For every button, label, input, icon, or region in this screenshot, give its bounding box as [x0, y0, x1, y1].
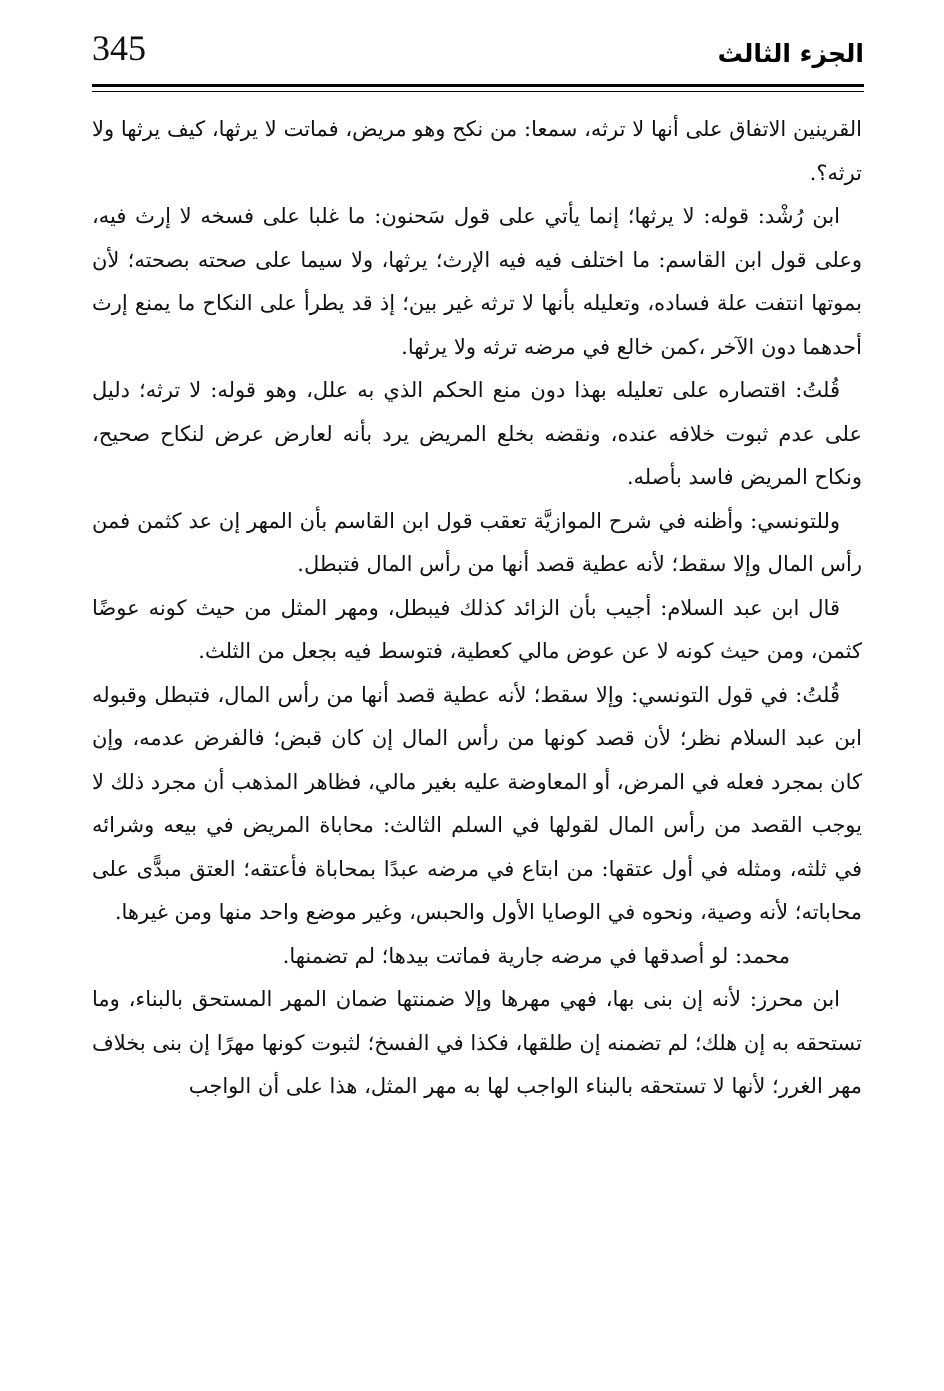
paragraph: وللتونسي: وأظنه في شرح الموازيَّة تعقب قول ابن القاسم بأن المهر إن عد كثمن فمن رأس المال وإلا سقط؛ لأنه عطية قصد أنها من رأس المال فتبطل. [92, 508, 862, 576]
paragraph: ابن محرز: لأنه إن بنى بها، فهي مهرها وإلا ضمنتها ضمان المهر المستحق بالبناء، وما تستحقه به إن هلك؛ لم تضمنه إن طلقها، فكذا في الفسخ؛ لثبوت كونها مهرًا إن بنى بخلاف مهر الغرر؛ لأنها لا تستحقه بالبناء الواجب لها به مهر المثل، هذا على أن الواجب [92, 987, 862, 1098]
paragraph: قُلتُ: اقتصاره على تعليله بهذا دون منع الحكم الذي به علل، وهو قوله: لا ترثه؛ دليل على عدم ثبوت خلافه عنده، ونقضه بخلع المريض يرد بأنه لعارض عرض لنكاح صحيح، ونكاح المريض فاسد بأصله. [92, 378, 862, 489]
paragraph: ابن رُشْد: قوله: لا يرثها؛ إنما يأتي على قول سَحنون: ما غلبا على فسخه لا إرث فيه، وعلى قول ابن القاسم: ما اختلف فيه فيه الإرث؛ يرثها، ولا سيما على صحته بصحته؛ لأن بموتها انتفت علة فساده، وتعليله بأنها لا ترثه غير بين؛ إذ قد يطرأ على النكاح ما يمنع إرث أحدهما دون الآخر ،كمن خالع في مرضه ترثه ولا يرثها. [92, 204, 862, 359]
header-rule-thin [92, 91, 864, 92]
paragraph: القرينين الاتفاق على أنها لا ترثه، سمعا: من نكح وهو مريض، فماتت لا يرثها، كيف يرثها ولا ترثه؟. [92, 117, 862, 185]
running-title: الجزء الثالث [717, 39, 864, 68]
paragraph: محمد: لو أصدقها في مرضه جارية فماتت بيدها؛ لم تضمنها. [282, 943, 790, 968]
paragraph: قُلتُ: في قول التونسي: وإلا سقط؛ لأنه عطية قصد أنها من رأس المال، فتبطل وقبوله ابن عبد السلام نظر؛ لأن قصد كونها من رأس المال إن كان قبض؛ فالفرض عدمه، وإن كان بمجرد فعله في المرض، أو المعاوضة عليه بغير مالي، فظاهر المذهب أن مجرد ذلك لا يوجب القصد من رأس المال لقولها في السلم الثالث: محاباة المريض في بيعه وشرائه في ثلثه، ومثله في أول عتقها: من ابتاع في مرضه عبدًا بمحاباة فأعتقه؛ العتق مبدًّى على محاباته؛ لأنه وصية، ونحوه في الوصايا الأول والحبس، وغير موضع واحد منها ومن غيرها. [92, 682, 862, 924]
page-number: 345 [92, 28, 146, 68]
page-header [92, 22, 864, 84]
body-text [92, 108, 862, 1109]
paragraph: قال ابن عبد السلام: أجيب بأن الزائد كذلك فيبطل، ومهر المثل من حيث كونه عوضًا كثمن، ومن حيث كونه لا عن عوض مالي كعطية، فتوسط فيه بجعل من الثلث. [92, 595, 862, 663]
header-rule-thick [92, 84, 864, 87]
